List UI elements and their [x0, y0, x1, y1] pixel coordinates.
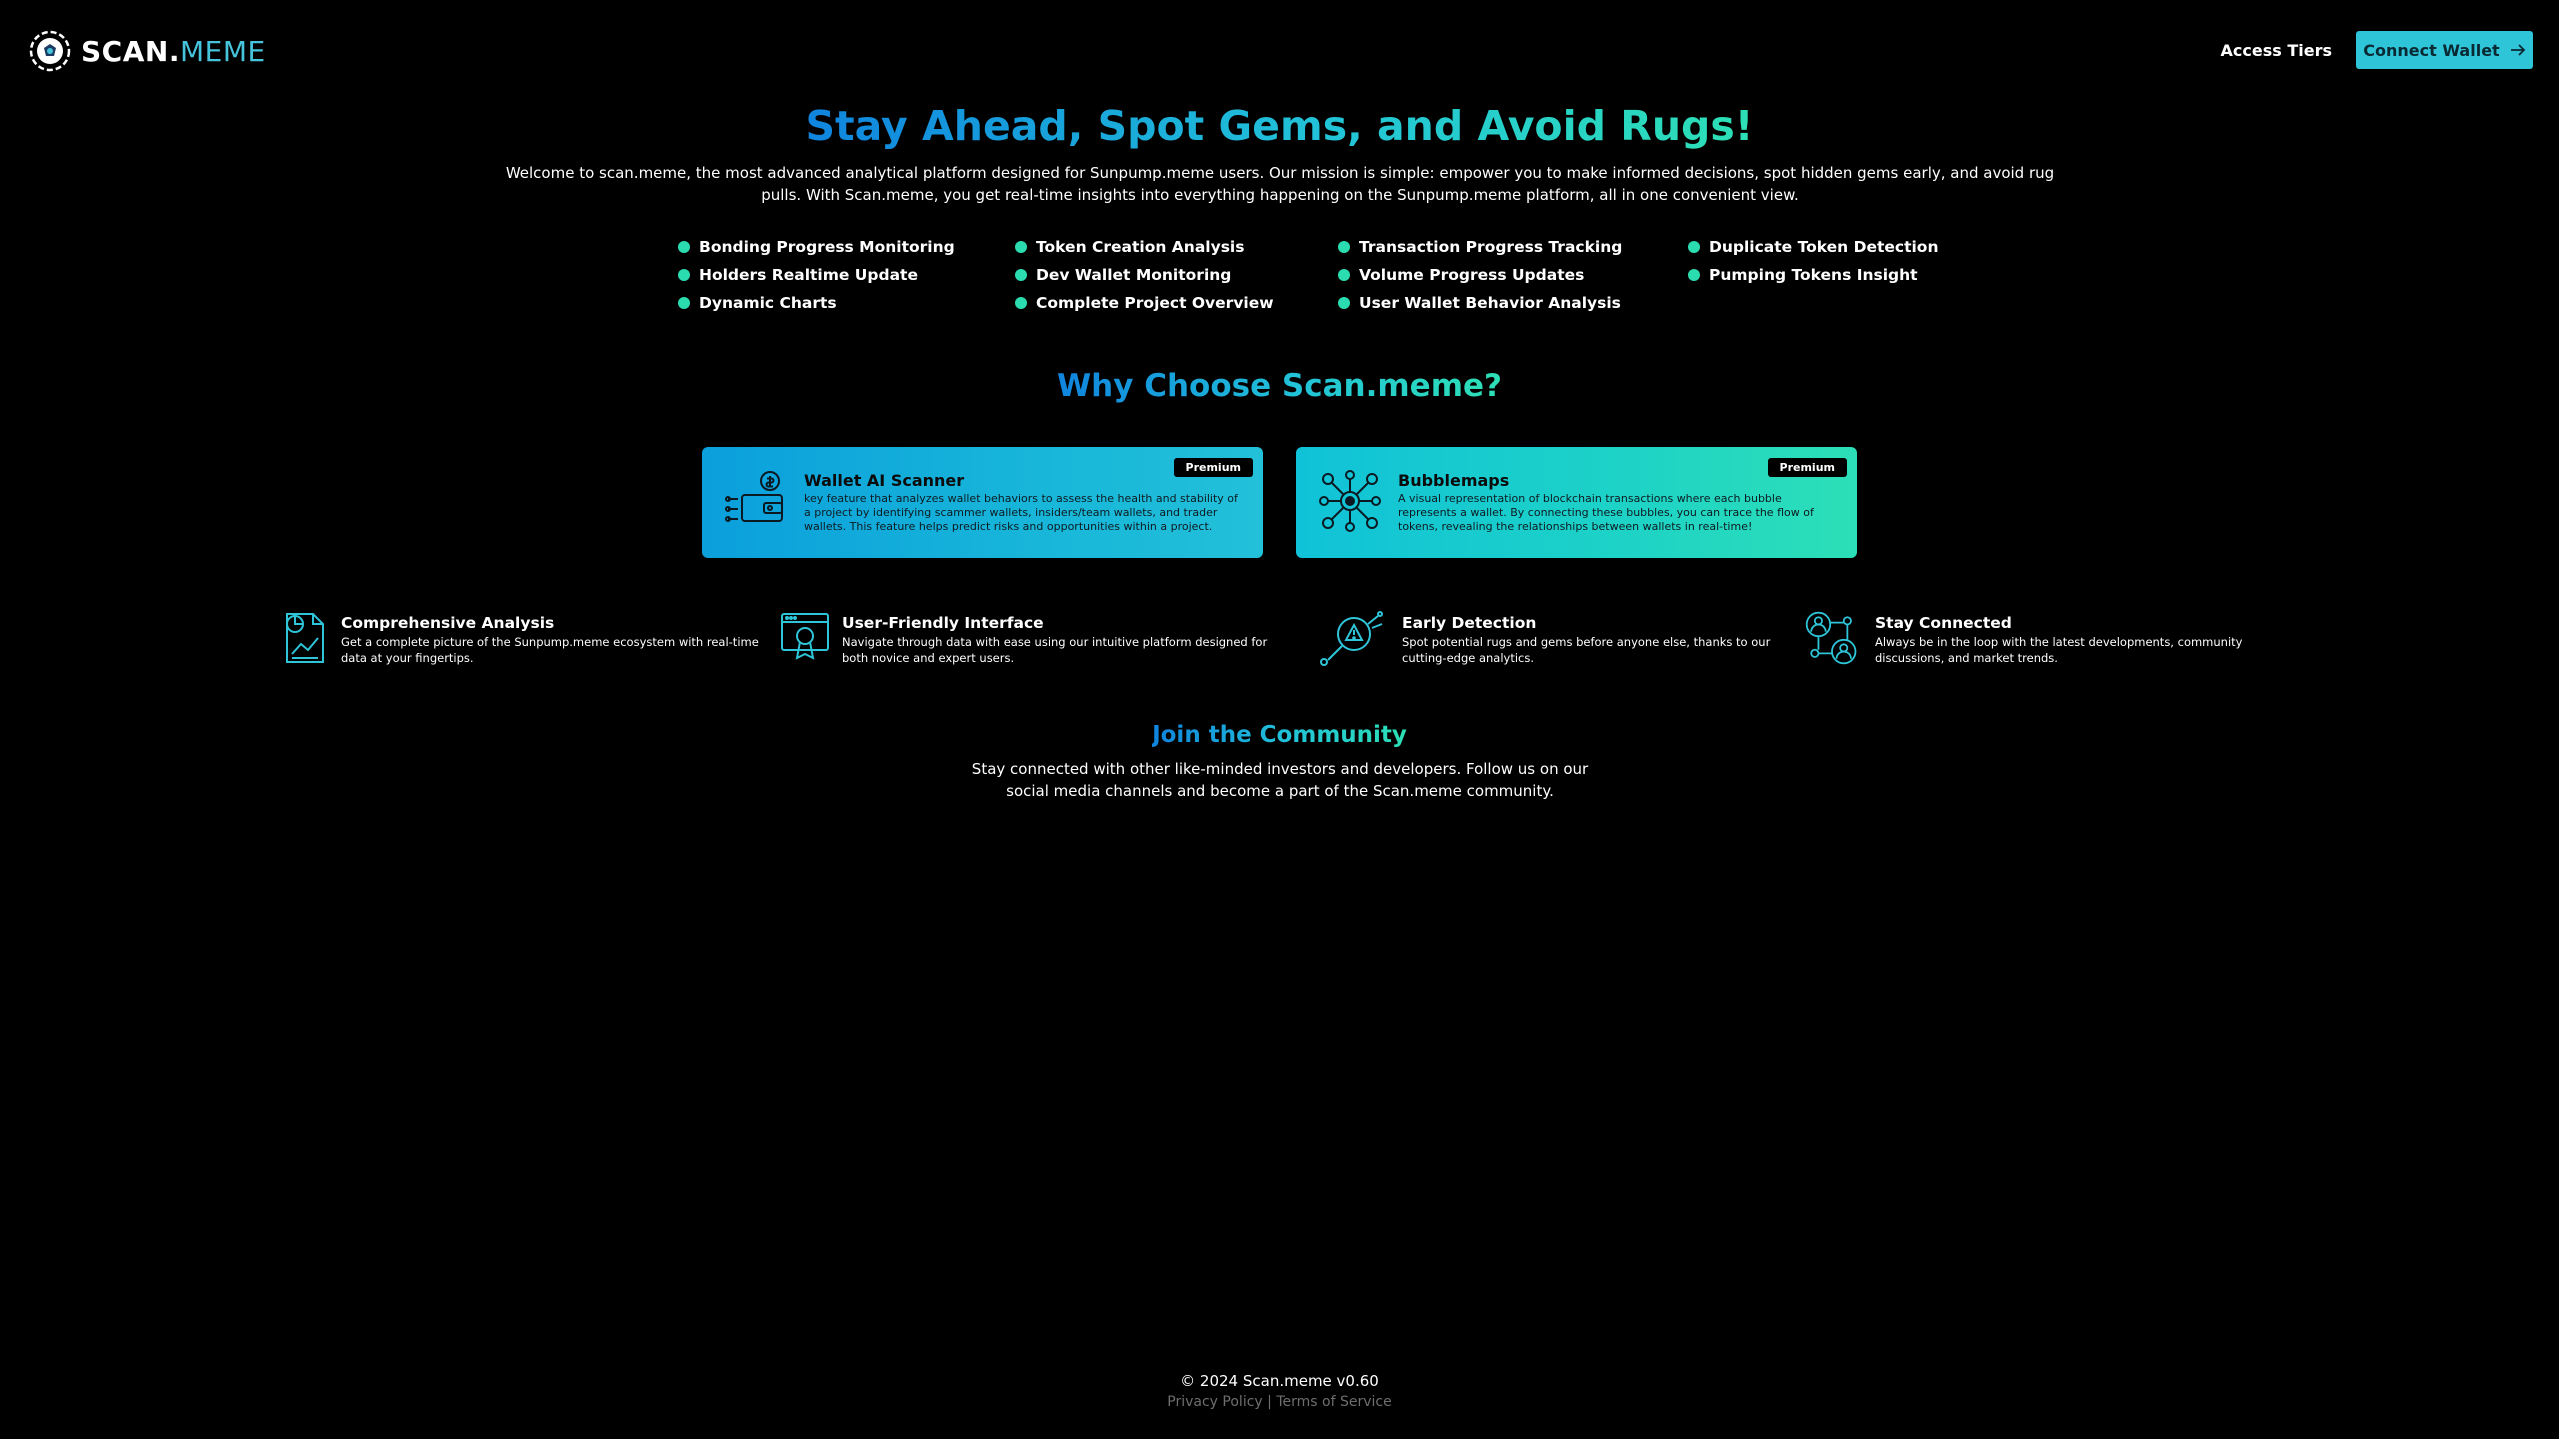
card-body — [1398, 465, 1835, 558]
card-body — [804, 465, 1241, 558]
card-title: Bubblemaps — [1398, 471, 1510, 490]
benefit-text: Always be in the loop with the latest developments, community discussions, and market trends. — [1875, 635, 2243, 665]
logo-icon — [29, 30, 71, 72]
feature-item: Dynamic Charts — [678, 294, 837, 312]
benefit-body — [1875, 610, 2261, 666]
hero-description: Welcome to scan.meme, the most advanced analytical platform designed for Sunpump.meme users. Our mission is simple: empower you to make informed decisions, spot hidden gems early, and avoid rug pulls. With Scan.meme, you get real-time insights into everything happening on the Sunpump.meme platform, all in one convenient view. — [505, 164, 2055, 204]
benefit-early-detection — [1318, 610, 1778, 666]
browser-award-icon — [780, 610, 830, 666]
people-network-icon — [1801, 610, 1863, 666]
magnifier-warning-icon — [1318, 610, 1390, 666]
feature-item: Transaction Progress Tracking — [1338, 238, 1622, 256]
bubblemaps-card[interactable] — [1296, 447, 1857, 558]
feature-list — [678, 238, 1938, 328]
feature-item: Token Creation Analysis — [1015, 238, 1244, 256]
logo[interactable] — [29, 29, 266, 73]
bullet-dot — [678, 269, 690, 281]
connect-wallet-label: Connect Wallet — [2363, 40, 2500, 60]
bullet-dot — [1015, 269, 1027, 281]
premium-badge: Premium — [1768, 458, 1847, 477]
feature-item: User Wallet Behavior Analysis — [1338, 294, 1621, 312]
feature-item: Holders Realtime Update — [678, 266, 918, 284]
bullet-dot — [678, 241, 690, 253]
benefit-text: Get a complete picture of the Sunpump.meme ecosystem with real-time data at your fingertips. — [341, 635, 759, 665]
privacy-policy-link[interactable]: Privacy Policy — [1167, 1394, 1263, 1410]
bullet-dot — [1015, 241, 1027, 253]
benefit-text: Navigate through data with ease using our intuitive platform designed for both novice and expert users. — [842, 635, 1268, 665]
feature-item: Volume Progress Updates — [1338, 266, 1584, 284]
footer-links — [0, 1394, 2559, 1410]
card-title: Wallet AI Scanner — [804, 471, 965, 490]
terms-of-service-link[interactable]: Terms of Service — [1276, 1394, 1392, 1410]
logo-text: SCAN.MEME — [81, 34, 266, 68]
premium-badge: Premium — [1174, 458, 1253, 477]
arrow-right-icon — [2510, 44, 2526, 56]
benefit-title: Early Detection — [1402, 614, 1537, 632]
feature-item: Duplicate Token Detection — [1688, 238, 1938, 256]
why-choose-title: Why Choose Scan.meme? — [1056, 368, 1503, 404]
card-description: key feature that analyzes wallet behaviors to assess the health and stability of a project by identifying scammer wallets, insiders/team wallets, and trader wallets. This feature helps predict risks and opportunities within a project. — [804, 492, 1238, 533]
analysis-report-icon — [279, 610, 329, 666]
benefit-body — [842, 610, 1285, 666]
benefit-title: User-Friendly Interface — [842, 614, 1044, 632]
bullet-dot — [1015, 297, 1027, 309]
benefit-user-friendly — [780, 610, 1285, 666]
bullet-dot — [1338, 297, 1350, 309]
bullet-dot — [1338, 241, 1350, 253]
bullet-dot — [1338, 269, 1350, 281]
community-description: Stay connected with other like-minded investors and developers. Follow us on our social media channels and become a part of the Scan.meme community. — [971, 760, 1589, 800]
bubblemap-icon — [1318, 469, 1382, 533]
benefit-title: Comprehensive Analysis — [341, 614, 555, 632]
benefit-comprehensive-analysis — [279, 610, 759, 666]
benefit-title: Stay Connected — [1875, 614, 2012, 632]
footer-copyright: © 2024 Scan.meme v0.60 — [1180, 1372, 1379, 1390]
top-nav — [2221, 31, 2533, 69]
benefit-text: Spot potential rugs and gems before anyone else, thanks to our cutting-edge analytics. — [1402, 635, 1771, 665]
community-title: Join the Community — [1152, 722, 1407, 748]
feature-item: Dev Wallet Monitoring — [1015, 266, 1231, 284]
feature-item: Pumping Tokens Insight — [1688, 266, 1918, 284]
feature-item: Complete Project Overview — [1015, 294, 1274, 312]
wallet-scanner-icon — [724, 469, 788, 533]
bullet-dot — [1688, 241, 1700, 253]
benefit-body — [1402, 610, 1778, 666]
benefit-body — [341, 610, 759, 666]
hero-title: Stay Ahead, Spot Gems, and Avoid Rugs! — [805, 102, 1754, 150]
footer-separator: | — [1267, 1394, 1272, 1410]
feature-item: Bonding Progress Monitoring — [678, 238, 955, 256]
bullet-dot — [678, 297, 690, 309]
access-tiers-link[interactable]: Access Tiers — [2220, 40, 2332, 60]
benefit-stay-connected — [1801, 610, 2261, 666]
wallet-ai-scanner-card[interactable] — [702, 447, 1263, 558]
card-description: A visual representation of blockchain transactions where each bubble represents a wallet. By connecting these bubbles, you can trace the flow of tokens, revealing the relationships between wallets in real-time! — [1398, 492, 1814, 533]
connect-wallet-button[interactable] — [2356, 31, 2533, 69]
bullet-dot — [1688, 269, 1700, 281]
